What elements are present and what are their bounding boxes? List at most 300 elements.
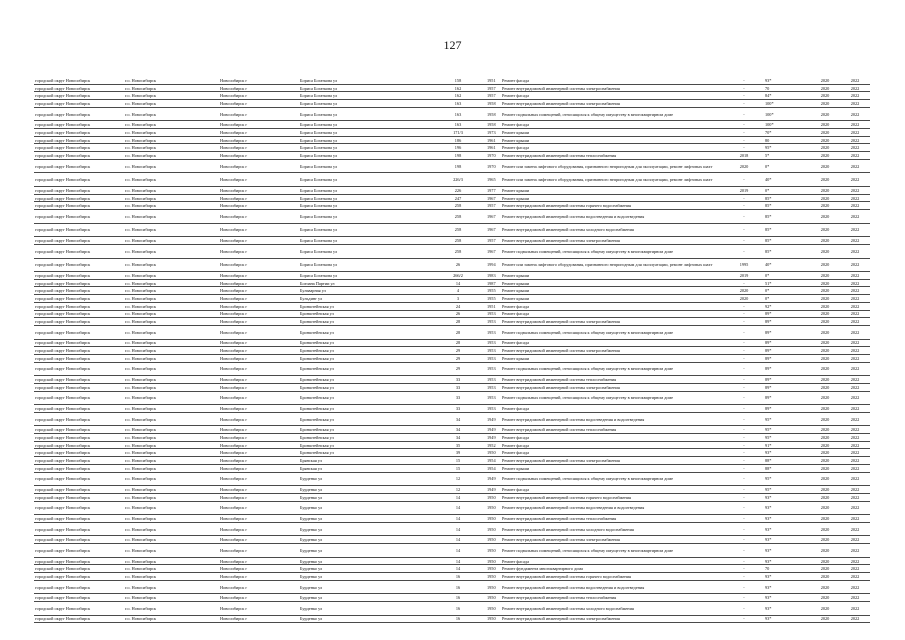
district-cell: городской округ Новосибирск [34, 536, 124, 544]
build-year-cell: 1961 [481, 144, 501, 152]
period-end-cell: 2022 [840, 493, 870, 501]
build-year-cell: 1953 [481, 339, 501, 347]
wear-percent-cell: 89* [764, 383, 810, 391]
wear-percent-cell: 93* [764, 515, 810, 523]
district-cell: городской округ Новосибирск [34, 426, 124, 434]
period-end-cell: 2022 [840, 129, 870, 137]
street-cell: Бориса Богаткова ул [299, 237, 435, 245]
street-cell: Брянская ул [299, 457, 435, 465]
table-row [34, 210, 870, 224]
work-type-cell: Ремонт фасада [501, 405, 724, 413]
wear-percent-cell: 89* [764, 405, 810, 413]
table-row [34, 173, 870, 187]
city-cell: Новосибирск г [219, 441, 299, 449]
district-cell: городской округ Новосибирск [34, 121, 124, 129]
build-year-cell: 1950 [481, 580, 501, 594]
municipality-cell: г.о. Новосибирск [124, 594, 219, 602]
street-cell: Бульварная ул [299, 287, 435, 295]
table-row [34, 383, 870, 391]
last-repair-year-cell: - [724, 573, 764, 581]
table-row [34, 565, 870, 573]
period-start-cell: 2020 [810, 441, 840, 449]
build-year-cell: 1950 [481, 515, 501, 523]
build-year-cell: 1953 [481, 391, 501, 405]
table-row [34, 136, 870, 144]
last-repair-year-cell: - [724, 426, 764, 434]
house-number-cell: 28 [435, 325, 481, 339]
table-row [34, 501, 870, 515]
period-end-cell: 2022 [840, 318, 870, 326]
wear-percent-cell: 95* [764, 412, 810, 426]
district-cell: городской округ Новосибирск [34, 100, 124, 108]
period-start-cell: 2020 [810, 412, 840, 426]
table-row [34, 522, 870, 536]
table-row [34, 376, 870, 384]
work-type-cell: Ремонт внутридомовой инженерной системы электроснабжения [501, 615, 724, 623]
last-repair-year-cell: 2020 [724, 295, 764, 303]
work-type-cell: Ремонт фасада [501, 339, 724, 347]
table-row [34, 557, 870, 565]
wear-percent-cell: 95* [764, 472, 810, 486]
period-start-cell: 2020 [810, 472, 840, 486]
work-type-cell: Ремонт фасада [501, 441, 724, 449]
wear-percent-cell: 88* [764, 457, 810, 465]
district-cell: городской округ Новосибирск [34, 412, 124, 426]
build-year-cell: 1977 [481, 186, 501, 194]
house-number-cell: 14 [435, 493, 481, 501]
city-cell: Новосибирск г [219, 100, 299, 108]
municipality-cell: г.о. Новосибирск [124, 272, 219, 280]
table-row [34, 347, 870, 355]
municipality-cell: г.о. Новосибирск [124, 544, 219, 558]
period-end-cell: 2022 [840, 426, 870, 434]
wear-percent-cell: 70 [764, 565, 810, 573]
build-year-cell: 1958 [481, 100, 501, 108]
build-year-cell: 1951 [481, 302, 501, 310]
municipality-cell: г.о. Новосибирск [124, 339, 219, 347]
municipality-cell: г.о. Новосибирск [124, 515, 219, 523]
period-start-cell: 2020 [810, 580, 840, 594]
table-row [34, 279, 870, 287]
district-cell: городской округ Новосибирск [34, 339, 124, 347]
house-number-cell: 158 [435, 77, 481, 84]
build-year-cell: 1949 [481, 472, 501, 486]
period-start-cell: 2020 [810, 493, 840, 501]
table-row [34, 318, 870, 326]
period-end-cell: 2022 [840, 573, 870, 581]
city-cell: Новосибирск г [219, 573, 299, 581]
district-cell: городской округ Новосибирск [34, 376, 124, 384]
build-year-cell: 1951 [481, 77, 501, 84]
period-start-cell: 2020 [810, 615, 840, 623]
city-cell: Новосибирск г [219, 602, 299, 616]
city-cell: Новосибирск г [219, 493, 299, 501]
period-start-cell: 2020 [810, 92, 840, 100]
table-row [34, 412, 870, 426]
period-start-cell: 2020 [810, 376, 840, 384]
district-cell: городской округ Новосибирск [34, 144, 124, 152]
build-year-cell: 1953 [481, 318, 501, 326]
period-end-cell: 2022 [840, 457, 870, 465]
period-start-cell: 2020 [810, 464, 840, 472]
table-row [34, 391, 870, 405]
period-end-cell: 2022 [840, 272, 870, 280]
wear-percent-cell: 0* [764, 287, 810, 295]
last-repair-year-cell: - [724, 223, 764, 237]
build-year-cell: 1961 [481, 136, 501, 144]
table-row [34, 244, 870, 258]
work-type-cell: Ремонт крыши [501, 136, 724, 144]
house-number-cell: 247 [435, 194, 481, 202]
build-year-cell: 1994 [481, 258, 501, 272]
period-start-cell: 2020 [810, 129, 840, 137]
period-start-cell: 2020 [810, 210, 840, 224]
municipality-cell: г.о. Новосибирск [124, 136, 219, 144]
district-cell: городской округ Новосибирск [34, 258, 124, 272]
work-type-cell: Ремонт крыши [501, 354, 724, 362]
build-year-cell: 1953 [481, 376, 501, 384]
street-cell: Бронштейнская ул [299, 383, 435, 391]
municipality-cell: г.о. Новосибирск [124, 325, 219, 339]
house-number-cell: 33 [435, 376, 481, 384]
last-repair-year-cell: - [724, 544, 764, 558]
period-end-cell: 2022 [840, 376, 870, 384]
last-repair-year-cell: - [724, 557, 764, 565]
city-cell: Новосибирск г [219, 426, 299, 434]
municipality-cell: г.о. Новосибирск [124, 522, 219, 536]
last-repair-year-cell: - [724, 100, 764, 108]
street-cell: Бронштейнская ул [299, 310, 435, 318]
period-start-cell: 2020 [810, 302, 840, 310]
district-cell: городской округ Новосибирск [34, 391, 124, 405]
wear-percent-cell: 95* [764, 486, 810, 494]
table-row [34, 602, 870, 616]
municipality-cell: г.о. Новосибирск [124, 310, 219, 318]
period-end-cell: 2022 [840, 594, 870, 602]
street-cell: Бурденко ул [299, 557, 435, 565]
work-type-cell: Ремонт или замена лифтового оборудования, признанного непригодным для эксплуатации, ремонт лифтовых шахт [501, 258, 724, 272]
municipality-cell: г.о. Новосибирск [124, 615, 219, 623]
district-cell: городской округ Новосибирск [34, 580, 124, 594]
municipality-cell: г.о. Новосибирск [124, 287, 219, 295]
municipality-cell: г.о. Новосибирск [124, 405, 219, 413]
build-year-cell: 1970 [481, 159, 501, 173]
street-cell: Бориса Богаткова ул [299, 194, 435, 202]
build-year-cell: 1967 [481, 194, 501, 202]
period-end-cell: 2022 [840, 237, 870, 245]
last-repair-year-cell: - [724, 449, 764, 457]
table-row [34, 544, 870, 558]
work-type-cell: Ремонт внутридомовой инженерной системы теплоснабжения [501, 152, 724, 160]
district-cell: городской округ Новосибирск [34, 493, 124, 501]
wear-percent-cell: 93* [764, 573, 810, 581]
wear-percent-cell: 40* [764, 173, 810, 187]
build-year-cell: 1955 [481, 287, 501, 295]
period-end-cell: 2022 [840, 279, 870, 287]
wear-percent-cell: 92* [764, 302, 810, 310]
build-year-cell: 1957 [481, 202, 501, 210]
period-start-cell: 2020 [810, 152, 840, 160]
house-number-cell: 162 [435, 84, 481, 92]
district-cell: городской округ Новосибирск [34, 472, 124, 486]
street-cell: Бурденко ул [299, 493, 435, 501]
municipality-cell: г.о. Новосибирск [124, 237, 219, 245]
street-cell: Бориса Богаткова ул [299, 152, 435, 160]
last-repair-year-cell: - [724, 615, 764, 623]
build-year-cell: 1954 [481, 464, 501, 472]
table-row [34, 339, 870, 347]
district-cell: городской округ Новосибирск [34, 457, 124, 465]
district-cell: городской округ Новосибирск [34, 287, 124, 295]
district-cell: городской округ Новосибирск [34, 573, 124, 581]
build-year-cell: 1955 [481, 295, 501, 303]
last-repair-year-cell: - [724, 501, 764, 515]
last-repair-year-cell: - [724, 84, 764, 92]
period-end-cell: 2022 [840, 383, 870, 391]
wear-percent-cell: 93* [764, 544, 810, 558]
street-cell: Бронштейнская ул [299, 339, 435, 347]
work-type-cell: Ремонт фундамента многоквартирного дома [501, 565, 724, 573]
house-number-cell: 258 [435, 223, 481, 237]
period-end-cell: 2022 [840, 295, 870, 303]
last-repair-year-cell: 2020 [724, 159, 764, 173]
municipality-cell: г.о. Новосибирск [124, 493, 219, 501]
house-number-cell: 258 [435, 237, 481, 245]
last-repair-year-cell: - [724, 493, 764, 501]
work-type-cell: Ремонт внутридомовой инженерной системы электроснабжения [501, 536, 724, 544]
last-repair-year-cell: - [724, 210, 764, 224]
wear-percent-cell: 93* [764, 501, 810, 515]
table-row [34, 237, 870, 245]
last-repair-year-cell: - [724, 302, 764, 310]
municipality-cell: г.о. Новосибирск [124, 501, 219, 515]
street-cell: Бориса Богаткова ул [299, 100, 435, 108]
city-cell: Новосибирск г [219, 223, 299, 237]
work-type-cell: Ремонт подвальных помещений, относящихся к общему имуществу в многоквартирном доме [501, 362, 724, 376]
street-cell: Бориса Богаткова ул [299, 202, 435, 210]
municipality-cell: г.о. Новосибирск [124, 84, 219, 92]
city-cell: Новосибирск г [219, 310, 299, 318]
municipality-cell: г.о. Новосибирск [124, 472, 219, 486]
last-repair-year-cell: - [724, 202, 764, 210]
district-cell: городской округ Новосибирск [34, 136, 124, 144]
period-end-cell: 2022 [840, 244, 870, 258]
build-year-cell: 1953 [481, 310, 501, 318]
work-type-cell: Ремонт внутридомовой инженерной системы электроснабжения [501, 100, 724, 108]
period-end-cell: 2022 [840, 92, 870, 100]
wear-percent-cell: 100* [764, 121, 810, 129]
street-cell: Бронштейнская ул [299, 302, 435, 310]
municipality-cell: г.о. Новосибирск [124, 354, 219, 362]
street-cell: Бурденко ул [299, 536, 435, 544]
municipality-cell: г.о. Новосибирск [124, 383, 219, 391]
table-row [34, 287, 870, 295]
municipality-cell: г.о. Новосибирск [124, 565, 219, 573]
table-row [34, 84, 870, 92]
period-start-cell: 2020 [810, 144, 840, 152]
city-cell: Новосибирск г [219, 347, 299, 355]
house-number-cell: 14 [435, 565, 481, 573]
municipality-cell: г.о. Новосибирск [124, 602, 219, 616]
district-cell: городской округ Новосибирск [34, 501, 124, 515]
period-start-cell: 2020 [810, 84, 840, 92]
last-repair-year-cell: - [724, 136, 764, 144]
house-number-cell: 14 [435, 536, 481, 544]
street-cell: Брянская ул [299, 464, 435, 472]
work-type-cell: Ремонт фасада [501, 77, 724, 84]
wear-percent-cell: 89* [764, 354, 810, 362]
wear-percent-cell: 89* [764, 310, 810, 318]
house-number-cell: 26 [435, 310, 481, 318]
wear-percent-cell: 85* [764, 194, 810, 202]
street-cell: Бронштейнская ул [299, 325, 435, 339]
municipality-cell: г.о. Новосибирск [124, 347, 219, 355]
period-start-cell: 2020 [810, 486, 840, 494]
district-cell: городской округ Новосибирск [34, 237, 124, 245]
city-cell: Новосибирск г [219, 244, 299, 258]
house-number-cell: 14 [435, 279, 481, 287]
street-cell: Бронштейнская ул [299, 354, 435, 362]
period-start-cell: 2020 [810, 339, 840, 347]
work-type-cell: Ремонт фасада [501, 121, 724, 129]
table-row [34, 573, 870, 581]
period-end-cell: 2022 [840, 412, 870, 426]
municipality-cell: г.о. Новосибирск [124, 258, 219, 272]
house-number-cell: 34 [435, 434, 481, 442]
house-number-cell: 28 [435, 318, 481, 326]
period-end-cell: 2022 [840, 602, 870, 616]
build-year-cell: 1958 [481, 121, 501, 129]
work-type-cell: Ремонт внутридомовой инженерной системы холодного водоснабжения [501, 602, 724, 616]
period-end-cell: 2022 [840, 194, 870, 202]
period-end-cell: 2022 [840, 287, 870, 295]
city-cell: Новосибирск г [219, 544, 299, 558]
street-cell: Бориса Богаткова ул [299, 77, 435, 84]
build-year-cell: 1953 [481, 347, 501, 355]
district-cell: городской округ Новосибирск [34, 194, 124, 202]
period-end-cell: 2022 [840, 391, 870, 405]
municipality-cell: г.о. Новосибирск [124, 77, 219, 84]
district-cell: городской округ Новосибирск [34, 279, 124, 287]
page-number: 127 [443, 38, 462, 52]
district-cell: городской округ Новосибирск [34, 152, 124, 160]
work-type-cell: Ремонт фасада [501, 434, 724, 442]
build-year-cell: 1950 [481, 557, 501, 565]
street-cell: Бориса Богаткова ул [299, 144, 435, 152]
table-row [34, 486, 870, 494]
period-start-cell: 2020 [810, 194, 840, 202]
build-year-cell: 1950 [481, 573, 501, 581]
last-repair-year-cell: - [724, 412, 764, 426]
period-end-cell: 2022 [840, 84, 870, 92]
work-type-cell: Ремонт фасада [501, 92, 724, 100]
house-number-cell: 198 [435, 159, 481, 173]
house-number-cell: 29 [435, 354, 481, 362]
city-cell: Новосибирск г [219, 412, 299, 426]
period-end-cell: 2022 [840, 557, 870, 565]
period-end-cell: 2022 [840, 362, 870, 376]
build-year-cell: 1973 [481, 129, 501, 137]
build-year-cell: 1949 [481, 434, 501, 442]
period-start-cell: 2020 [810, 383, 840, 391]
period-end-cell: 2022 [840, 354, 870, 362]
wear-percent-cell: 93* [764, 77, 810, 84]
period-start-cell: 2020 [810, 536, 840, 544]
period-end-cell: 2022 [840, 441, 870, 449]
district-cell: городской округ Новосибирск [34, 354, 124, 362]
municipality-cell: г.о. Новосибирск [124, 536, 219, 544]
table-row [34, 515, 870, 523]
table-row [34, 449, 870, 457]
table-row [34, 310, 870, 318]
wear-percent-cell: 85* [764, 202, 810, 210]
wear-percent-cell: 93* [764, 449, 810, 457]
wear-percent-cell: 89* [764, 339, 810, 347]
municipality-cell: г.о. Новосибирск [124, 186, 219, 194]
last-repair-year-cell: - [724, 565, 764, 573]
work-type-cell: Ремонт внутридомовой инженерной системы теплоснабжения [501, 515, 724, 523]
period-start-cell: 2020 [810, 237, 840, 245]
district-cell: городской округ Новосибирск [34, 441, 124, 449]
district-cell: городской округ Новосибирск [34, 594, 124, 602]
city-cell: Новосибирск г [219, 152, 299, 160]
period-end-cell: 2022 [840, 210, 870, 224]
street-cell: Бурденко ул [299, 544, 435, 558]
work-type-cell: Ремонт или замена лифтового оборудования, признанного непригодным для эксплуатации, ремонт лифтовых шахт [501, 159, 724, 173]
house-number-cell: 3 [435, 295, 481, 303]
last-repair-year-cell: - [724, 310, 764, 318]
municipality-cell: г.о. Новосибирск [124, 580, 219, 594]
municipality-cell: г.о. Новосибирск [124, 100, 219, 108]
work-type-cell: Ремонт внутридомовой инженерной системы теплоснабжения [501, 376, 724, 384]
work-type-cell: Ремонт внутридомовой инженерной системы горячего водоснабжения [501, 493, 724, 501]
period-start-cell: 2020 [810, 287, 840, 295]
wear-percent-cell: 51* [764, 279, 810, 287]
table-row [34, 107, 870, 121]
work-type-cell: Ремонт подвальных помещений, относящихся к общему имуществу в многоквартирном доме [501, 325, 724, 339]
street-cell: Бурденко ул [299, 565, 435, 573]
build-year-cell: 1953 [481, 383, 501, 391]
work-type-cell: Ремонт крыши [501, 287, 724, 295]
wear-percent-cell: 89* [764, 325, 810, 339]
repair-schedule-table [34, 77, 870, 623]
last-repair-year-cell: - [724, 173, 764, 187]
municipality-cell: г.о. Новосибирск [124, 426, 219, 434]
wear-percent-cell: 93* [764, 536, 810, 544]
build-year-cell: 1957 [481, 237, 501, 245]
wear-percent-cell: 89* [764, 391, 810, 405]
table-row [34, 405, 870, 413]
district-cell: городской округ Новосибирск [34, 544, 124, 558]
period-end-cell: 2022 [840, 536, 870, 544]
wear-percent-cell: 95* [764, 434, 810, 442]
last-repair-year-cell: - [724, 129, 764, 137]
city-cell: Новосибирск г [219, 258, 299, 272]
table-row [34, 472, 870, 486]
city-cell: Новосибирск г [219, 434, 299, 442]
wear-percent-cell: 0* [764, 295, 810, 303]
city-cell: Новосибирск г [219, 449, 299, 457]
table-row [34, 258, 870, 272]
house-number-cell: 34 [435, 412, 481, 426]
house-number-cell: 15 [435, 457, 481, 465]
period-start-cell: 2020 [810, 279, 840, 287]
street-cell: Бронштейнская ул [299, 449, 435, 457]
district-cell: городской округ Новосибирск [34, 325, 124, 339]
city-cell: Новосибирск г [219, 557, 299, 565]
district-cell: городской округ Новосибирск [34, 464, 124, 472]
street-cell: Бронштейнская ул [299, 426, 435, 434]
